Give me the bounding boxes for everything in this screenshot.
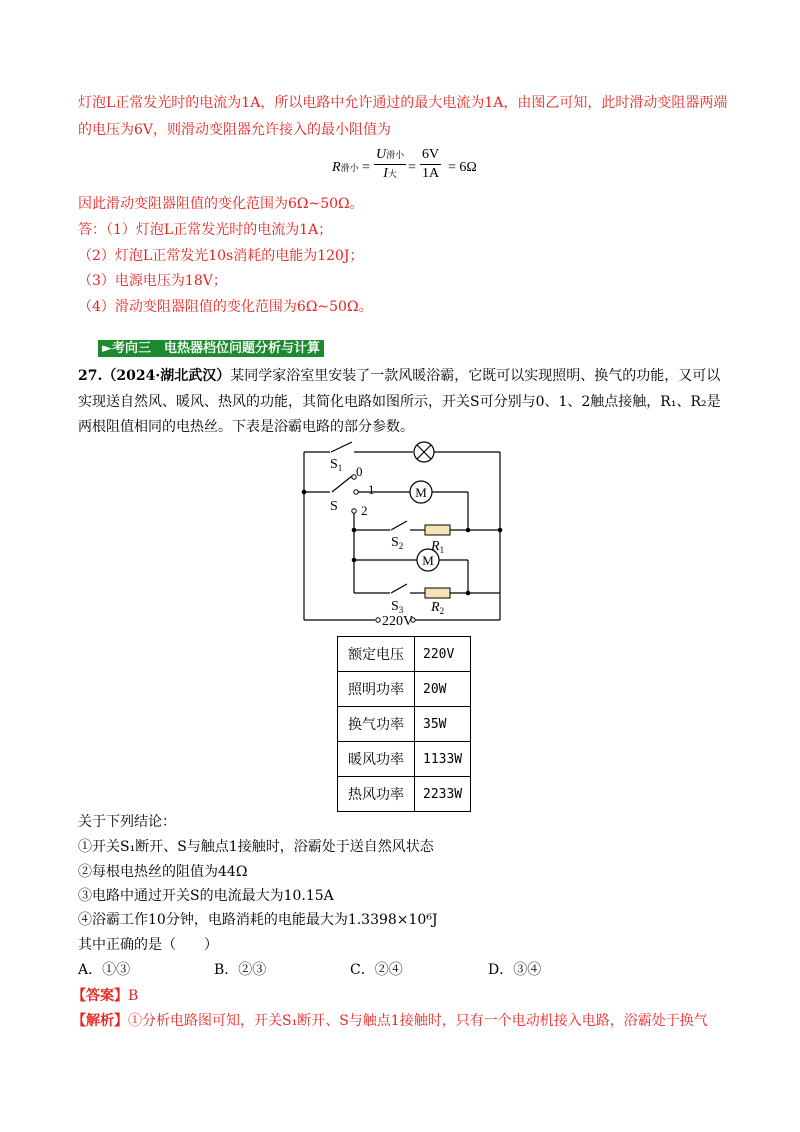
table-row: 暖风功率 1133W xyxy=(338,742,471,777)
answer-line-2: （2）灯泡L正常发光10s消耗的电能为120J； xyxy=(78,248,364,264)
switch-s3-label: $S_3$ xyxy=(391,599,404,615)
section-banner: ►考向三 电热器档位问题分析与计算 xyxy=(98,340,324,357)
question-number: 27. xyxy=(78,368,103,384)
solution-line-2: 的电压为6V，则滑动变阻器允许接入的最小阻值为 xyxy=(78,122,392,138)
question-line-3: 两根阻值相同的电热丝。下表是浴霸电路的部分参数。 xyxy=(78,419,414,435)
contact-2-label: 2 xyxy=(361,503,368,518)
table-row: 额定电压 220V xyxy=(338,637,471,672)
switch-s1-label: $S_1$ xyxy=(330,457,343,473)
switch-s2-label: $S_2$ xyxy=(391,535,404,551)
conclusion-2: ②每根电热丝的阻值为44Ω xyxy=(78,864,248,880)
conclusions-intro: 关于下列结论： xyxy=(78,814,176,830)
solution-line-1: 灯泡L正常发光时的电流为1A，所以电路中允许通过的最大电流为1A，由图乙可知，此时滑动变阻器两端 xyxy=(78,95,728,111)
conclusion-3: ③电路中通过开关S的电流最大为10.15A xyxy=(78,888,334,904)
answer-line-1: 答：（1）灯泡L正常发光时的电流为1A； xyxy=(78,222,333,238)
answer-value: B xyxy=(128,988,139,1004)
answer-line-4: （4）滑动变阻器阻值的变化范围为6Ω~50Ω。 xyxy=(78,299,373,315)
formula-lhs: R滑小 xyxy=(332,160,359,175)
question-line-1: 27.（2024·湖北武汉）某同学家浴室里安装了一款风暖浴霸，它既可以实现照明、换气的功能，又可以 xyxy=(78,368,721,384)
supply-voltage-label: 220V xyxy=(382,614,414,628)
params-table xyxy=(337,636,471,812)
question-prompt: 其中正确的是（ ） xyxy=(78,937,218,953)
resistor-r1-label: $R_1$ xyxy=(431,539,445,555)
contact-0-label: 0 xyxy=(356,464,363,479)
conclusion-1: ①开关S₁断开、S与触点1接触时，浴霸处于送自然风状态 xyxy=(78,839,434,855)
option-b[interactable]: B．②③ xyxy=(214,962,267,978)
table-row: 换气功率 35W xyxy=(338,707,471,742)
conclusion-4: ④浴霸工作10分钟，电路消耗的电能最大为1.3398×10⁶J xyxy=(78,912,438,928)
resistor-r2-label: $R_2$ xyxy=(431,600,445,616)
option-a[interactable]: A．①③ xyxy=(78,962,131,978)
option-c[interactable]: C．②④ xyxy=(350,962,403,978)
formula-result: = 6Ω xyxy=(448,160,477,175)
answer-line xyxy=(72,986,138,1006)
answer-line-3: （3）电源电压为18V； xyxy=(78,273,227,289)
analysis-line xyxy=(72,1011,708,1031)
table-row: 照明功率 20W xyxy=(338,672,471,707)
motor-label-1: M xyxy=(415,485,427,500)
formula-fraction-1: U滑小 I大 xyxy=(376,147,405,181)
circuit-diagram xyxy=(290,438,530,628)
analysis-label: 【解析】 xyxy=(72,1013,128,1029)
analysis-text: ①分析电路图可知，开关S₁断开、S与触点1接触时，只有一个电动机接入电路，浴霸处于换气 xyxy=(128,1013,708,1029)
question-line-2: 实现送自然风、暖风、热风的功能，其简化电路如图所示，开关S可分别与0、1、2触点接触，R₁、R₂是 xyxy=(78,394,721,410)
table-row: 热风功率 2233W xyxy=(338,777,471,812)
contact-1-label: 1 xyxy=(368,482,375,497)
answer-label: 【答案】 xyxy=(72,988,128,1004)
formula-fraction-2: $\frac{6V}{1A}$ xyxy=(422,147,440,181)
option-d[interactable]: D．③④ xyxy=(488,962,542,978)
switch-s-label: S xyxy=(330,499,338,514)
min-resistance-formula: R滑小 = U滑小 I大 = $\frac{6V}{1A}$ = 6Ω xyxy=(332,147,477,181)
solution-line-3: 因此滑动变阻器阻值的变化范围为6Ω~50Ω。 xyxy=(78,196,364,212)
question-source: （2024·湖北武汉） xyxy=(102,368,231,384)
motor-label-2: M xyxy=(422,553,434,568)
